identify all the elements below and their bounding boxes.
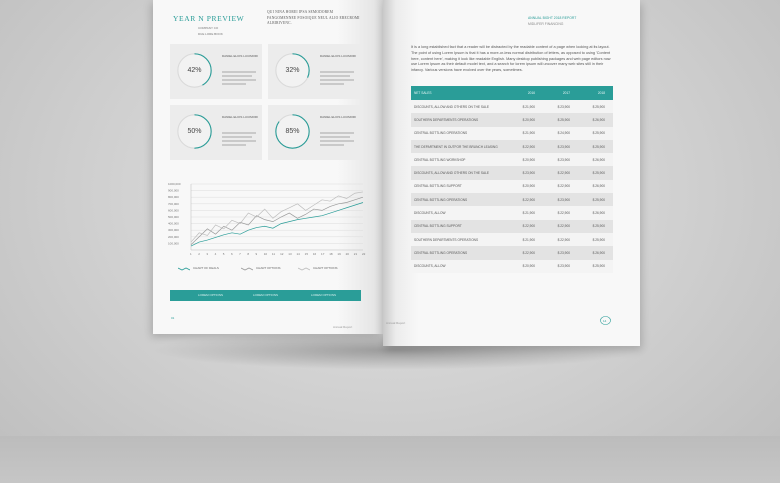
y-tick-label: 800,000 — [168, 195, 179, 200]
y-tick-label: 100,000 — [168, 241, 179, 246]
x-tick-label: 15 — [304, 252, 309, 256]
x-tick-label: 1 — [190, 252, 192, 256]
row-value: $ 25,900 — [578, 100, 613, 113]
row-value: $ 25,900 — [578, 260, 613, 273]
floor — [0, 436, 780, 483]
row-value: $ 26,900 — [578, 246, 613, 259]
line-chart — [167, 180, 367, 260]
row-label: CENTRAL BOTTLING OPERATIONS — [411, 246, 508, 259]
header-subtitle: MIDLIFER FINANCING — [528, 22, 564, 26]
row-value: $ 20,900 — [508, 153, 543, 166]
x-tick-label: 19 — [337, 252, 341, 256]
stat-title: DANIEL ELIOS LUCIMORI — [320, 54, 356, 58]
x-tick-label: 22 — [362, 252, 366, 256]
row-value: $ 25,900 — [578, 220, 613, 233]
row-value: $ 22,900 — [508, 140, 543, 153]
page-number: 01 — [171, 316, 175, 320]
row-value: $ 24,900 — [543, 127, 578, 140]
x-tick-label: 11 — [271, 252, 276, 256]
row-value: $ 22,900 — [543, 220, 578, 233]
row-value: $ 22,900 — [543, 206, 578, 219]
left-page — [153, 0, 383, 334]
teal-band — [170, 290, 361, 301]
x-tick-label: 18 — [329, 252, 333, 256]
table-row — [411, 233, 613, 246]
row-label: DISCOUNTS, ALLOW AND OTHERS ON THE SALE — [411, 100, 508, 113]
x-tick-label: 20 — [345, 252, 349, 256]
row-value: $ 21,900 — [508, 100, 543, 113]
row-value: $ 23,900 — [543, 246, 578, 259]
column-header: 2018 — [578, 86, 613, 100]
x-tick-label: 13 — [288, 252, 292, 256]
column-header: 2016 — [508, 86, 543, 100]
text-line — [222, 75, 252, 77]
x-tick-label: 21 — [353, 252, 358, 256]
stat-percent: 32% — [285, 67, 300, 74]
row-value: $ 23,900 — [543, 140, 578, 153]
table-row — [411, 220, 613, 233]
legend-line-icon — [298, 267, 310, 271]
legend-label: CHART OPTIONS — [313, 266, 338, 270]
row-value: $ 23,900 — [543, 153, 578, 166]
x-tick-label: 17 — [321, 252, 325, 256]
x-tick-label: 6 — [230, 252, 233, 256]
table-row — [411, 153, 613, 166]
row-value: $ 23,900 — [508, 166, 543, 179]
row-value: $ 25,900 — [578, 166, 613, 179]
y-tick-label: 1000,000 — [168, 182, 181, 186]
table-row — [411, 260, 613, 273]
row-value: $ 22,900 — [543, 233, 578, 246]
row-value: $ 26,900 — [578, 180, 613, 193]
stat-card — [268, 44, 360, 99]
table-row — [411, 127, 613, 140]
y-tick-label: 700,000 — [168, 201, 179, 206]
table-row — [411, 193, 613, 206]
row-label: CENTRAL BOTTLING WORKSHOP — [411, 153, 508, 166]
stat-percent: 42% — [187, 67, 202, 74]
table-row — [411, 140, 613, 153]
row-value: $ 25,900 — [578, 193, 613, 206]
y-tick-label: 900,000 — [168, 188, 179, 193]
row-label: THE DEPARTMENT IN OUTFOR THE BRUNCH LEASING — [411, 140, 508, 153]
series-line — [191, 197, 363, 245]
row-label: SOUTHERN DEPARTMENTS OPERATIONS — [411, 233, 508, 246]
intro-text: QUI NINA HOREI IPSA SEMODOREM FANGOMENNEE FOSOIQUE NEUL ALIO ERECROMI ALRIRIVENC. — [267, 10, 360, 25]
y-tick-label: 500,000 — [168, 215, 179, 219]
y-tick-label: 200,000 — [168, 234, 179, 239]
page-footer: Annual Report — [386, 321, 406, 325]
row-value: $ 23,900 — [543, 260, 578, 273]
text-line — [320, 83, 344, 85]
table-row — [411, 166, 613, 179]
row-label: CENTRAL BOTTLING OPERATIONS — [411, 193, 508, 206]
legend-label: CHART OPTIONS — [256, 266, 281, 270]
text-line — [320, 75, 350, 77]
x-tick-label: 8 — [247, 252, 250, 256]
text-line — [320, 71, 354, 73]
column-header: NET SALES — [411, 86, 508, 100]
stat-title: DANIEL ELIOS LUCIMORI — [222, 115, 258, 119]
table-row — [411, 100, 613, 113]
text-line — [320, 140, 354, 142]
y-tick-label: 300,000 — [168, 228, 179, 233]
net-sales-table — [411, 86, 613, 273]
row-value: $ 21,900 — [508, 233, 543, 246]
row-value: $ 25,900 — [543, 113, 578, 126]
table-row — [411, 180, 613, 193]
x-tick-label: 14 — [296, 252, 300, 256]
text-line — [320, 136, 350, 138]
x-tick-label: 10 — [263, 252, 268, 256]
text-line — [222, 83, 246, 85]
header-title: ANNUAL BIGHT 2018 REPORT — [528, 16, 577, 20]
table-row — [411, 246, 613, 259]
row-label: CENTRAL BOTTLING SUPPORT — [411, 220, 508, 233]
row-value: $ 20,900 — [508, 113, 543, 126]
subtitle-1: COMPANY CO — [198, 26, 219, 30]
x-tick-label: 7 — [239, 252, 241, 256]
text-line — [222, 71, 256, 73]
row-label: DISCOUNTS, ALLOW — [411, 260, 508, 273]
series-line — [191, 202, 363, 246]
x-tick-label: 4 — [214, 252, 217, 256]
stat-percent: 85% — [285, 128, 300, 135]
row-value: $ 25,900 — [578, 127, 613, 140]
x-tick-label: 3 — [206, 252, 209, 256]
table-header-row — [411, 86, 613, 100]
text-line — [320, 79, 354, 81]
x-tick-label: 2 — [198, 252, 200, 256]
row-value: $ 23,900 — [543, 100, 578, 113]
stat-title: DANIEL ELIOS LUCIMORI — [320, 115, 356, 119]
row-value: $ 22,900 — [543, 166, 578, 179]
row-value: $ 25,900 — [578, 140, 613, 153]
table-row — [411, 206, 613, 219]
body-text: It is a long established fact that a reader will be distracted by the readable content of a page when looking at its layout. The point of using Lorem Ipsum is that it has a more-or-less normal distribution of letters, as opposed to using 'Content here, content here', making it look like readable English. Many desktop publishing packages and web page editors now use Lorem Ipsum as their default model text, and a search for lorem ipsum will uncover many web sites still in their infancy. Various versions have evolved over the years, sometimes. — [411, 45, 611, 73]
row-value: $ 25,900 — [578, 233, 613, 246]
text-line — [320, 144, 344, 146]
band-label: LOREM OPTIONS — [253, 293, 279, 297]
text-line — [222, 132, 256, 134]
row-value: $ 22,900 — [543, 180, 578, 193]
text-line — [222, 140, 256, 142]
legend-label: CHART OF DEALS — [193, 266, 219, 270]
row-value: $ 22,900 — [508, 220, 543, 233]
right-page — [383, 0, 640, 346]
stat-percent: 50% — [187, 128, 202, 135]
row-label: DISCOUNTS, ALLOW AND OTHERS ON THE SALE — [411, 166, 508, 179]
row-value: $ 21,900 — [508, 206, 543, 219]
row-value: $ 21,900 — [508, 127, 543, 140]
column-header: 2017 — [543, 86, 578, 100]
band-label: LOREM OPTIONS — [311, 293, 337, 297]
stat-card — [268, 105, 360, 160]
stat-card — [170, 44, 262, 99]
x-tick-label: 16 — [312, 252, 317, 256]
x-tick-label: 12 — [280, 252, 284, 256]
row-label: CENTRAL BOTTLING OPERATIONS — [411, 127, 508, 140]
row-value: $ 23,900 — [543, 193, 578, 206]
page-footer: Annual Report — [333, 325, 353, 329]
y-tick-label: 400,000 — [168, 221, 179, 226]
row-value: $ 26,900 — [578, 206, 613, 219]
page-number: 14 — [603, 319, 607, 323]
row-value: $ 22,900 — [508, 246, 543, 259]
band-label: LOREM OPTIONS — [198, 293, 224, 297]
row-value: $ 26,900 — [578, 113, 613, 126]
row-label: CENTRAL BOTTLING SUPPORT — [411, 180, 508, 193]
row-label: DISCOUNTS, ALLOW — [411, 206, 508, 219]
x-tick-label: 9 — [255, 252, 258, 256]
y-tick-label: 600,000 — [168, 208, 179, 213]
text-line — [222, 79, 256, 81]
row-value: $ 22,900 — [508, 193, 543, 206]
row-value: $ 26,900 — [578, 153, 613, 166]
row-label: SOUTHERN DEPARTMENTS OPERATIONS — [411, 113, 508, 126]
text-line — [222, 144, 246, 146]
legend-line-icon — [178, 267, 190, 271]
row-value: $ 20,900 — [508, 260, 543, 273]
subtitle-2: DUE LORE BOOK — [198, 32, 223, 36]
table-row — [411, 113, 613, 126]
text-line — [320, 132, 354, 134]
stat-title: DANIEL ELIOS LUCIMORI — [222, 54, 258, 58]
row-value: $ 20,900 — [508, 180, 543, 193]
legend-line-icon — [241, 267, 253, 271]
x-tick-label: 5 — [222, 252, 225, 256]
text-line — [222, 136, 252, 138]
page-title: YEAR N PREVIEW — [173, 14, 245, 23]
stat-card — [170, 105, 262, 160]
